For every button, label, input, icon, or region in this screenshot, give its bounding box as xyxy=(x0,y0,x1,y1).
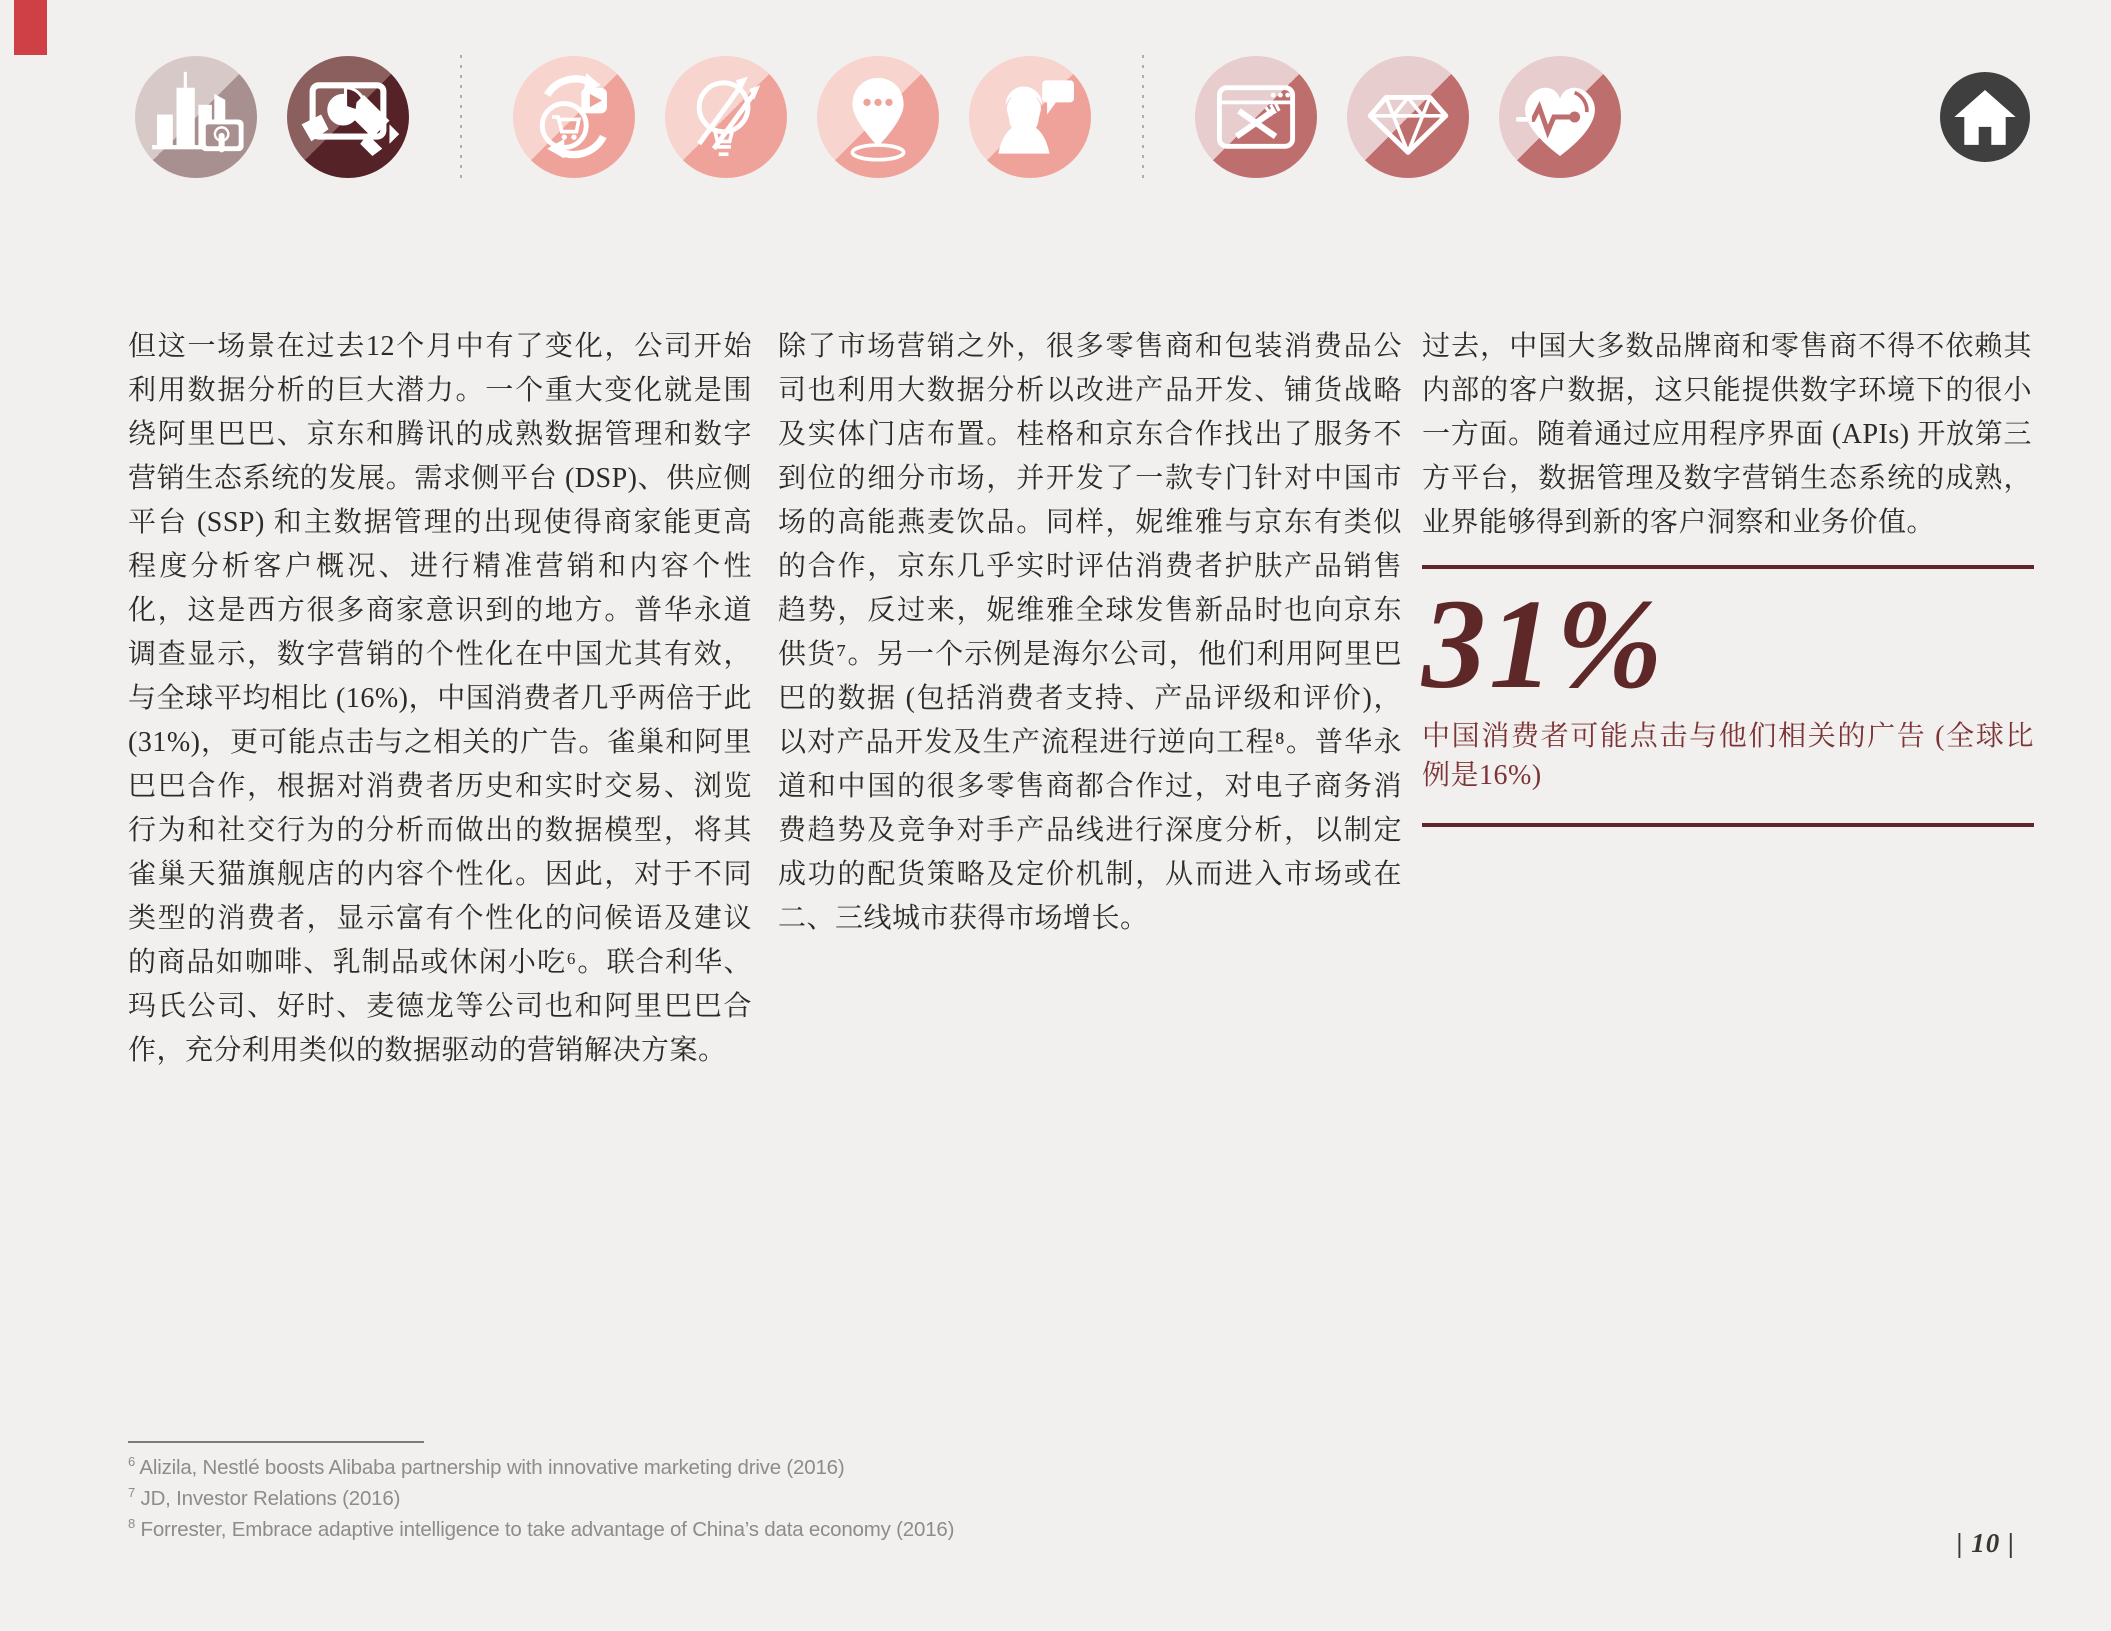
stat-value: 31% xyxy=(1422,573,1666,715)
section-icon-nav xyxy=(135,55,1621,179)
lightbulb-growth-icon[interactable] xyxy=(665,56,787,178)
body-column-2: 除了市场营销之外，很多零售商和包装消费品公司也利用大数据分析以改进产品开发、铺货战略及实体门店布置。桂格和京东合作找出了服务不到位的细分市场，并开发了一款专门针对中国市场的高能燕麦饮品。同样，妮维雅与京东有类似的合作，京东几乎实时评估消费者护肤产品销售趋势，反过来，妮维雅全球发售新品时也向京东供货⁷。另一个示例是海尔公司，他们利用阿里巴巴的数据 (包括消费者支持、产品评级和评价)，以对产品开发及生产流程进行逆向工程⁸。普华永道和中国的很多零售商都合作过，对电子商务消费趋势及竞争对手产品线进行深度分析，以制定成功的配货策略及定价机制，从而进入市场或在二、三线城市获得市场增长。 xyxy=(778,331,1402,934)
dining-browser-icon[interactable] xyxy=(1195,56,1317,178)
footnote-item: $^6$ Alizila, Nestlé boosts Alibaba partnership with innovative marketing drive (2016) xyxy=(128,1454,845,1479)
stat-callout xyxy=(1422,565,2034,827)
dotted-divider xyxy=(1142,55,1144,179)
footnote-divider xyxy=(128,1441,424,1443)
city-buildings-tablet-icon[interactable] xyxy=(135,56,257,178)
footnote-item: $^8$ Forrester, Embrace adaptive intelligence to take advantage of China’s data economy (2016) xyxy=(128,1516,955,1541)
hands-tablet-analytics-icon[interactable] xyxy=(287,56,409,178)
footnote-item: $^7$ JD, Investor Relations (2016) xyxy=(128,1485,401,1510)
luxury-diamond-icon[interactable] xyxy=(1347,56,1469,178)
dotted-divider xyxy=(460,55,462,179)
page-number: | 10 | xyxy=(1956,1528,2015,1558)
footnotes xyxy=(128,1452,1228,1545)
home-button[interactable] xyxy=(1940,72,2030,162)
location-pin-icon[interactable] xyxy=(817,56,939,178)
home-icon xyxy=(1940,72,2030,162)
stat-description: 中国消费者可能点击与他们相关的广告 (全球比例是16%) xyxy=(1422,721,2034,792)
customer-speech-icon[interactable] xyxy=(969,56,1091,178)
body-column-1: 但这一场景在过去12个月中有了变化，公司开始利用数据分析的巨大潜力。一个重大变化就是围绕阿里巴巴、京东和腾讯的成熟数据管理和数字营销生态系统的发展。需求侧平台 (DSP)、供应侧平台 (SSP) 和主数据管理的出现使得商家能更高程度分析客户概况、进行精准营销和内容个性化，这是西方很多商家意识到的地方。普华永道调查显示，数字营销的个性化在中国尤其有效，与全球平均相比 (16%)，中国消费者几乎两倍于此 (31%)，更可能点击与之相关的广告。雀巢和阿里巴巴合作，根据对消费者历史和实时交易、浏览行为和社交行为的分析而做出的数据模型，将其雀巢天猫旗舰店的内容个性化。因此，对于不同类型的消费者，显示富有个性化的问候语及建议的商品如咖啡、乳制品或休闲小吃⁶。联合利华、玛氏公司、好时、麦德龙等公司也和阿里巴巴合作，充分利用类似的数据驱动的营销解决方案。 xyxy=(128,331,752,1066)
commerce-media-cycle-icon[interactable] xyxy=(513,56,635,178)
health-heart-icon[interactable] xyxy=(1499,56,1621,178)
body-column-3: 过去，中国大多数品牌商和零售商不得不依赖其内部的客户数据，这只能提供数字环境下的很小一方面。随着通过应用程序界面 (APIs) 开放第三方平台，数据管理及数字营销生态系统的成熟，业界能够得到新的客户洞察和业务价值。 xyxy=(1422,331,2032,538)
corner-bookmark-tab xyxy=(14,0,47,55)
